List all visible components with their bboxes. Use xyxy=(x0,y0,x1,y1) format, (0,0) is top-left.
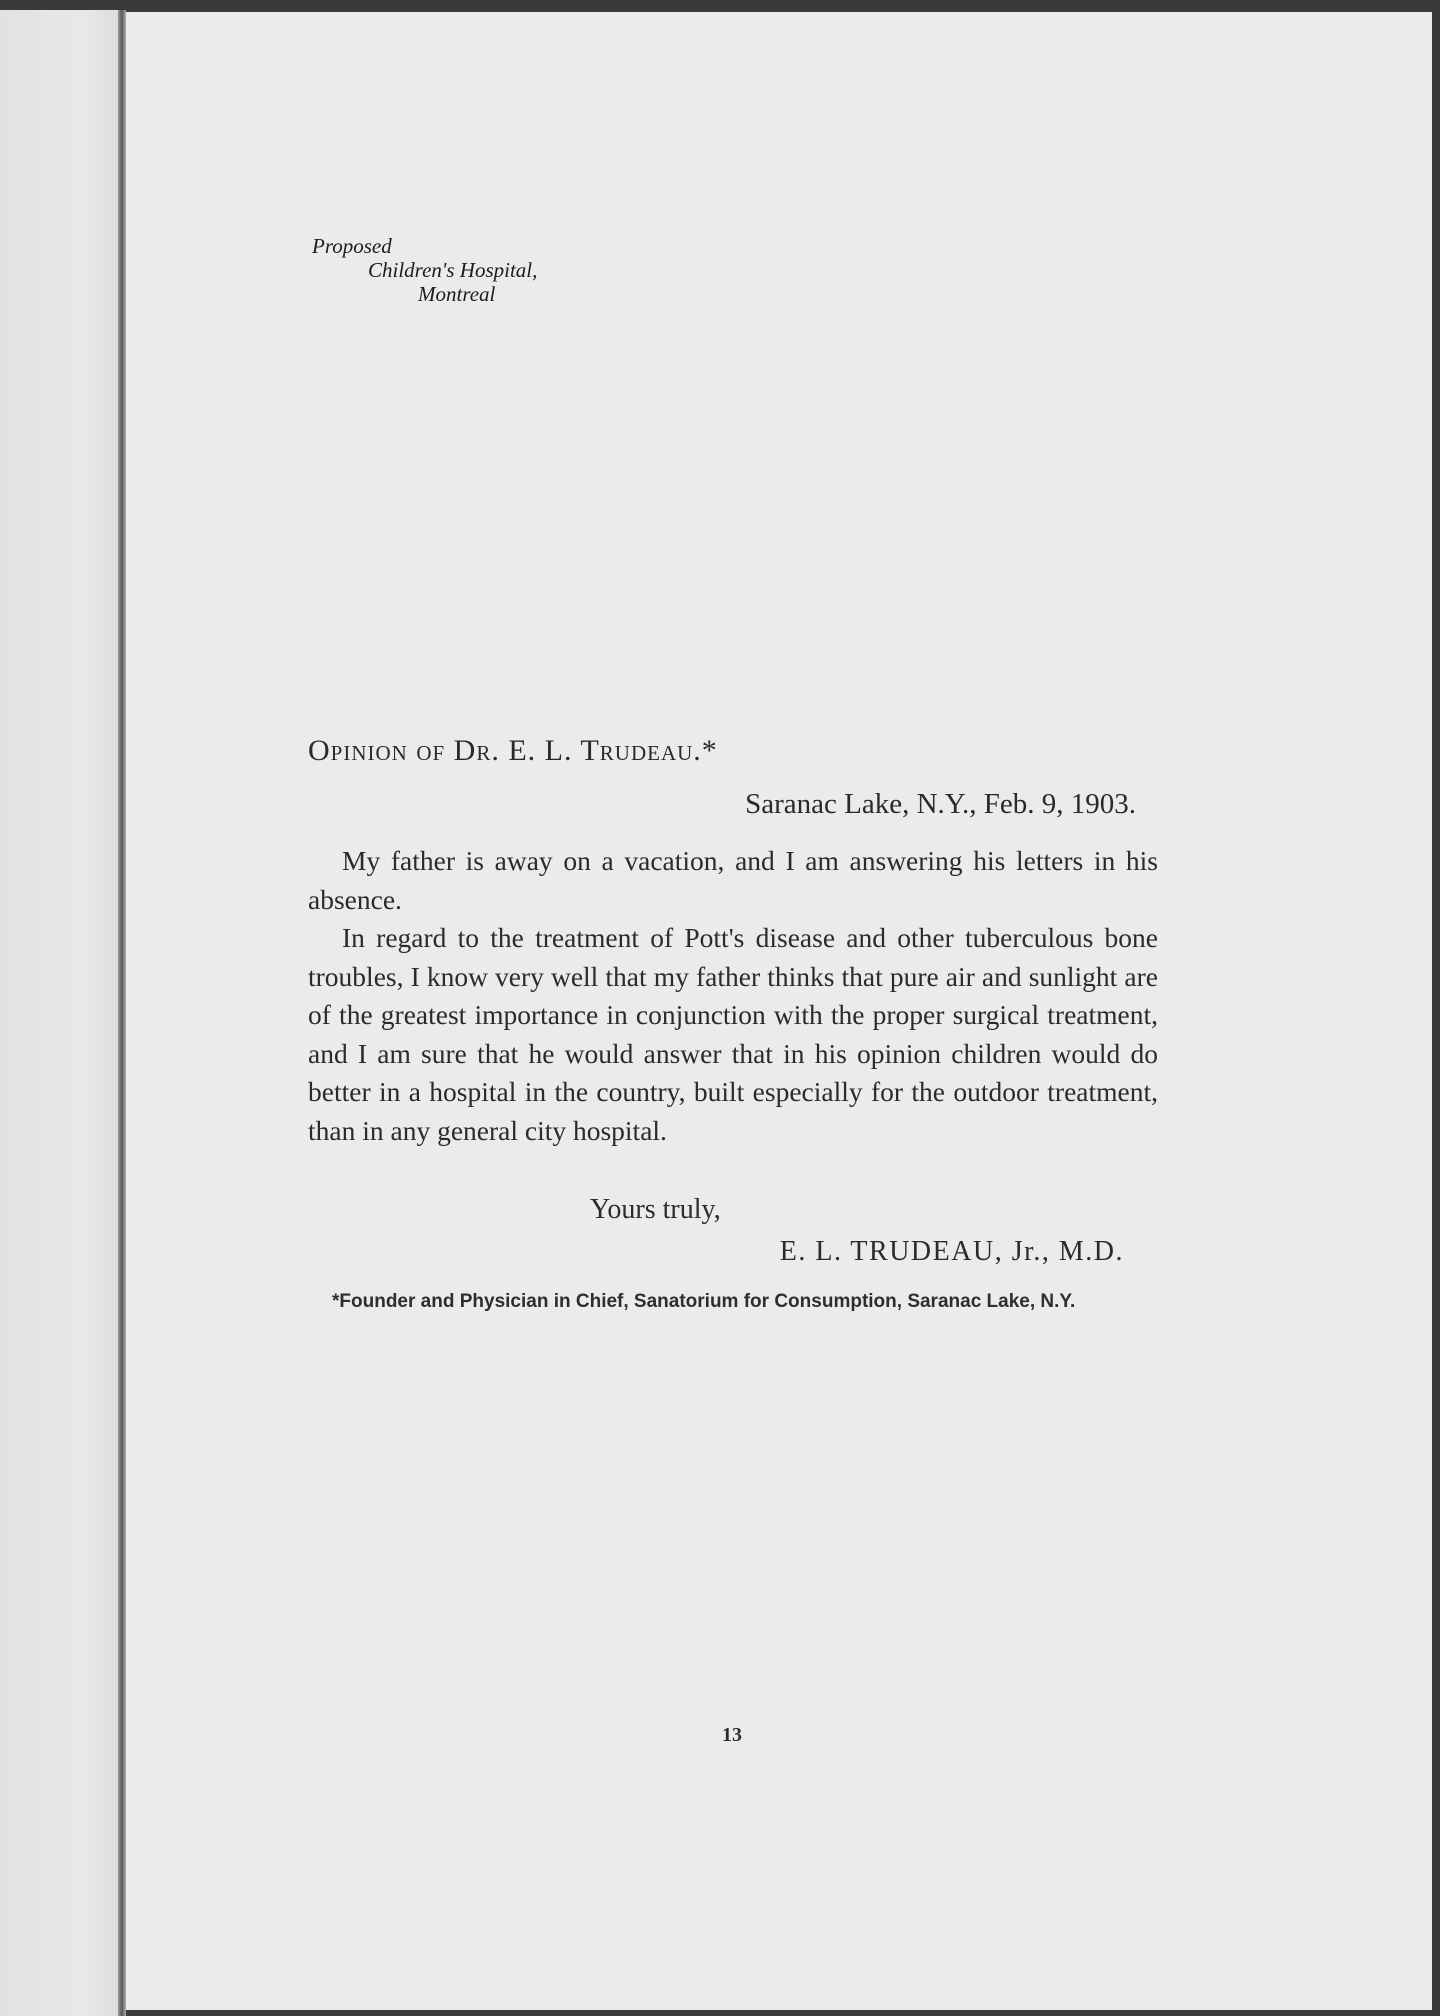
page-number: 13 xyxy=(722,1724,742,1746)
document-page xyxy=(126,12,1432,2010)
letterhead-line-3: Montreal xyxy=(418,282,496,306)
body-paragraph-1: My father is away on a vacation, and I am answering his letters in his absence. xyxy=(308,845,1158,915)
book-gutter xyxy=(118,10,126,2016)
letterhead-line-2: Children's Hospital, xyxy=(368,258,538,282)
footnote: *Founder and Physician in Chief, Sanatorium for Consumption, Saranac Lake, N.Y. xyxy=(332,1291,1076,1312)
letter-signature: E. L. TRUDEAU, Jr., M.D. xyxy=(779,1236,1124,1267)
letter-dateline: Saranac Lake, N.Y., Feb. 9, 1903. xyxy=(745,788,1136,820)
left-page-edge xyxy=(0,10,120,2016)
body-paragraph-2: In regard to the treatment of Pott's disease and other tuberculous bone troubles, I know very well that my father thinks that pure air and sunlight are of the greatest importance in conjunction with the proper surgical treatment, and I am sure that he would answer that in his opinion children would do better in a hospital in the country, built especially for the outdoor treatment, than in any general city hospital. xyxy=(308,922,1158,1146)
letter-closing: Yours truly, xyxy=(590,1194,721,1225)
letterhead xyxy=(312,234,537,306)
letterhead-line-1: Proposed xyxy=(312,234,392,258)
letter-body xyxy=(308,842,1158,1150)
letter-heading: Opinion of Dr. E. L. Trudeau.* xyxy=(308,734,718,767)
